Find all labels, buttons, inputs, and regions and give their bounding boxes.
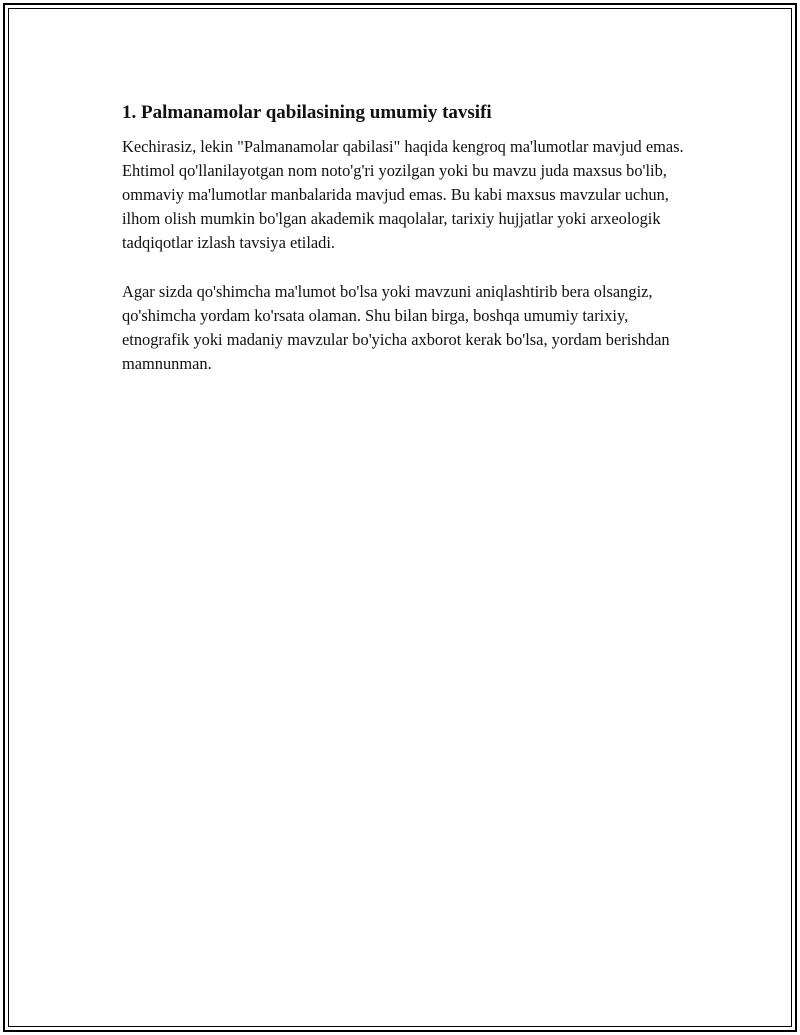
paragraph-1: Kechirasiz, lekin "Palmanamolar qabilasi" haqida kengroq ma'lumotlar mavjud emas. Ehtimol qo'llanilayotgan nom noto'g'ri yozilgan yoki bu mavzu juda maxsus bo'lib, ommaviy ma'lumotlar manbalarida mavjud emas. Bu kabi maxsus mavzular uchun, ilhom olish mumkin bo'lgan akademik maqolalar, tarixiy hujjatlar yoki arxeologik tadqiqotlar izlash tavsiya etiladi. bbox=[122, 137, 684, 252]
document-content bbox=[122, 101, 692, 401]
section-heading: 1. Palmanamolar qabilasining umumiy tavsifi bbox=[122, 102, 492, 123]
paragraph-2: Agar sizda qo'shimcha ma'lumot bo'lsa yoki mavzuni aniqlashtirib bera olsangiz, qo'shimcha yordam ko'rsata olaman. Shu bilan birga, boshqa umumiy tarixiy, etnografik yoki madaniy mavzular bo'yicha axborot kerak bo'lsa, yordam berishdan mamnunman. bbox=[122, 282, 670, 373]
page-frame bbox=[3, 3, 797, 1032]
